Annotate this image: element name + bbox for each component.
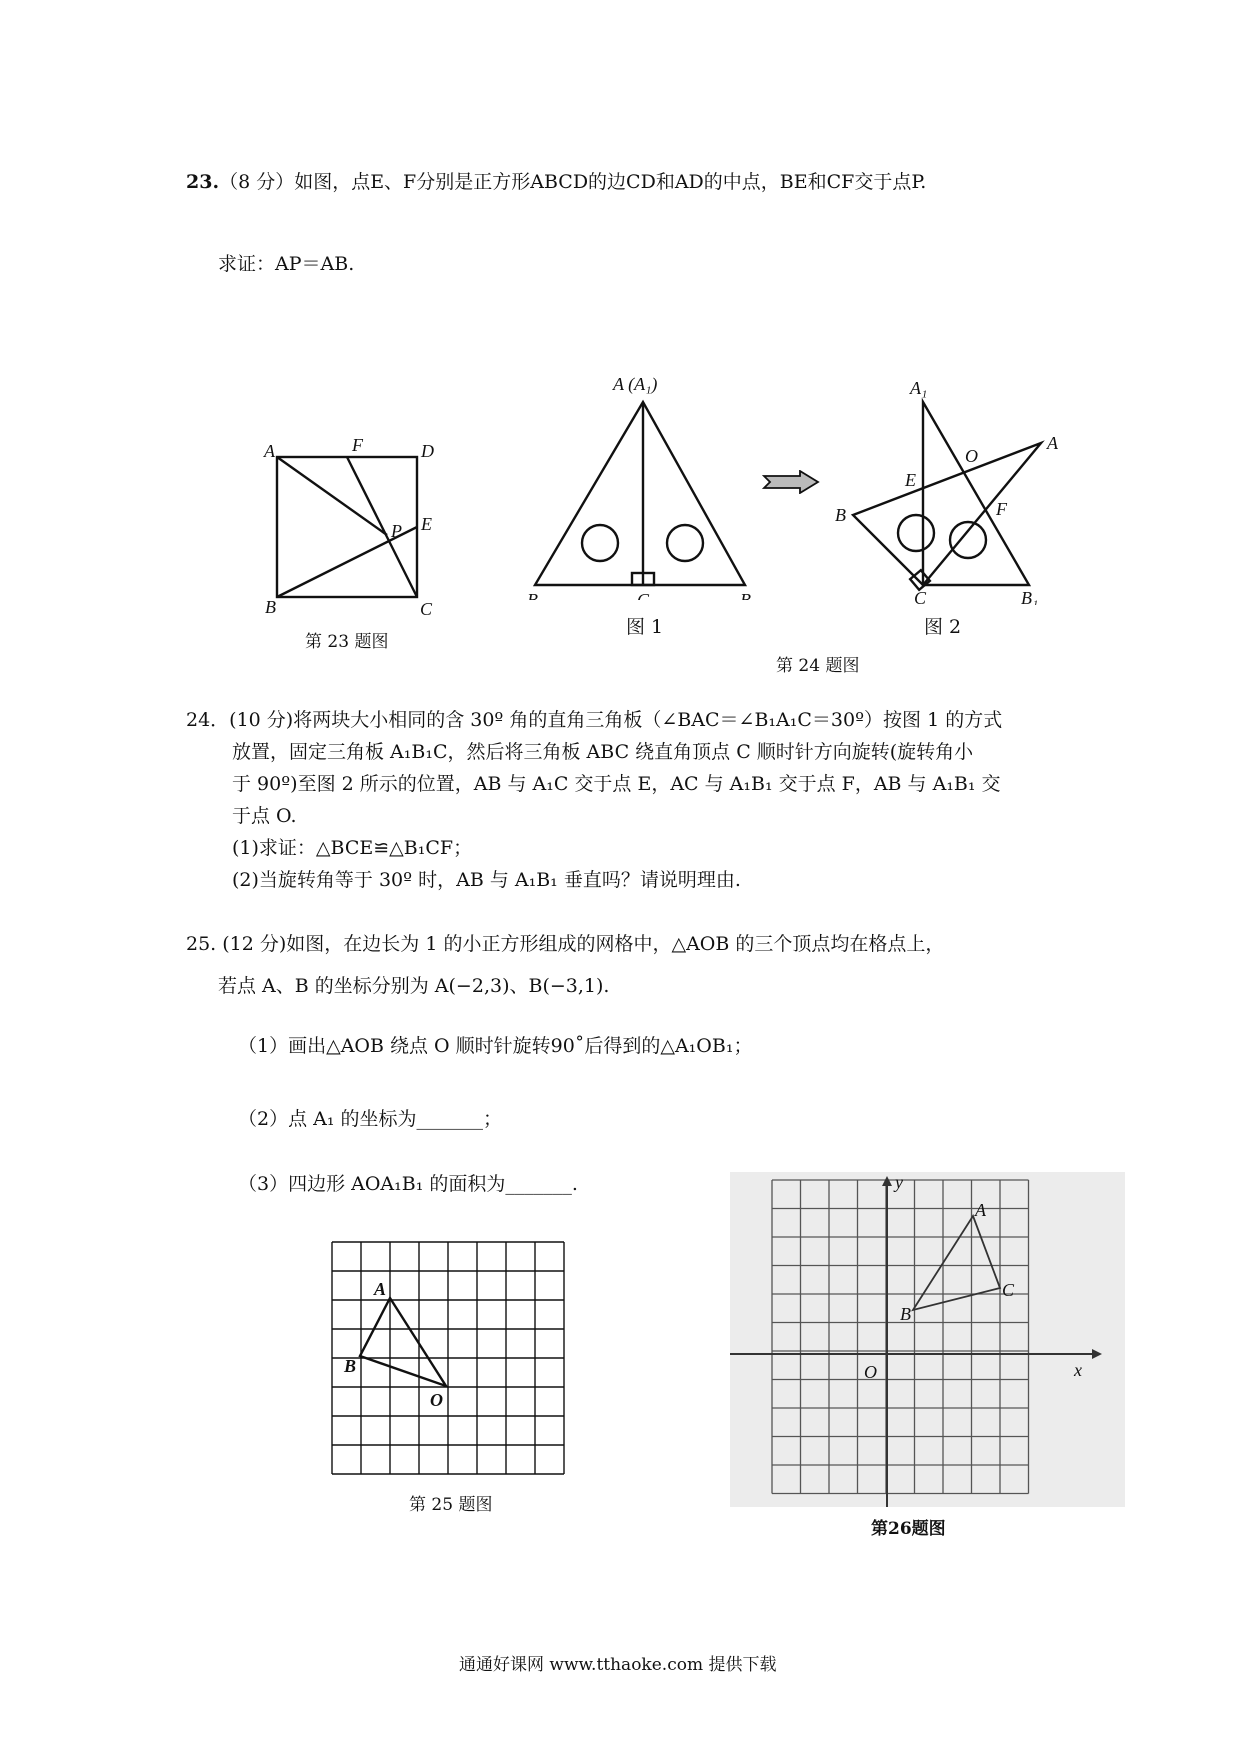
q24-line2: 放置，固定三角板 A₁B₁C，然后将三角板 ABC 绕直角顶点 C 顺时针方向旋转(旋转角小 — [232, 741, 974, 763]
q26-figure — [730, 1172, 1125, 1507]
q23-label-a: A — [264, 441, 275, 461]
q24-figure-2 — [815, 375, 1075, 605]
q26-label-y: y — [895, 1172, 903, 1192]
q26-label-a: A — [975, 1200, 986, 1220]
fig2-label-a1: A₁ — [910, 378, 928, 398]
fig2-label-e: E — [905, 470, 916, 490]
footer-text: 通通好课网 www.tthaoke.com 提供下载 — [459, 1655, 777, 1675]
fig1-label-b: B — [527, 590, 538, 600]
fig2-label-o: O — [965, 446, 978, 466]
fig1-label-c: C — [637, 590, 650, 600]
q24-line4: 于点 O. — [232, 805, 297, 827]
q26-label-b: B — [900, 1304, 911, 1324]
q25-label-a: A — [374, 1279, 387, 1299]
q24-caption: 第 24 题图 — [776, 656, 860, 676]
triangle-abc-rotated — [853, 443, 1041, 585]
fig1-label-a: A (A₁) — [613, 374, 658, 394]
fig2-label-a: A — [1047, 433, 1058, 453]
q23-prove: 求证：AP＝AB. — [218, 253, 355, 275]
triangle-a1b1c — [923, 402, 1029, 585]
q23-label-c: C — [420, 599, 433, 619]
q26-caption: 第26题图 — [871, 1519, 946, 1539]
q23-stem: （8 分）如图，点E、F分别是正方形ABCD的边CD和AD的中点，BE和CF交于点P. — [219, 171, 927, 193]
hole-left — [582, 525, 618, 561]
q23-label-p: P — [391, 521, 402, 541]
q24-line3: 于 90º)至图 2 所示的位置，AB 与 A₁C 交于点 E，AC 与 A₁B₁ 交于点 F，AB 与 A₁B₁ 交 — [232, 773, 1001, 795]
q24-fig2-caption: 图 2 — [924, 616, 962, 638]
triangle-aob — [360, 1298, 446, 1386]
q24-fig1-caption: 图 1 — [626, 616, 664, 638]
q23-stem-line — [186, 166, 926, 199]
segment-cf — [347, 457, 417, 597]
q24-part2: (2)当旋转角等于 30º 时，AB 与 A₁B₁ 垂直吗？请说明理由. — [232, 869, 741, 891]
hole-right — [950, 522, 986, 558]
segment-ap — [277, 457, 387, 535]
q23-number: 23. — [186, 171, 220, 193]
hole-right — [667, 525, 703, 561]
q23-caption: 第 23 题图 — [305, 632, 389, 652]
fig2-label-b: B — [835, 505, 846, 525]
q24-figure-1 — [525, 370, 775, 600]
q26-label-x: x — [1074, 1360, 1082, 1380]
q26-label-o: O — [864, 1362, 877, 1382]
q23-label-b: B — [265, 597, 276, 617]
q23-figure — [260, 435, 450, 620]
q23-label-e: E — [421, 514, 432, 534]
q25-line1: 25. (12 分)如图，在边长为 1 的小正方形组成的网格中，△AOB 的三个顶点均在格点上， — [186, 933, 945, 955]
fig1-label-b1: B₁ — [740, 590, 758, 600]
q25-part3: （3）四边形 AOA₁B₁ 的面积为_______. — [238, 1173, 578, 1195]
fig2-label-b1: B₁ — [1021, 588, 1039, 605]
q25-label-b: B — [344, 1356, 357, 1376]
fig2-label-f: F — [996, 499, 1007, 519]
q25-part2: （2）点 A₁ 的坐标为_______； — [238, 1108, 503, 1130]
q24-line1: 24．(10 分)将两块大小相同的含 30º 角的直角三角板（∠BAC＝∠B₁A₁C＝30º）按图 1 的方式 — [186, 709, 1003, 731]
q25-label-o: O — [430, 1390, 443, 1410]
q25-figure — [330, 1240, 570, 1480]
arrow-icon — [762, 470, 822, 494]
q24-part1: (1)求证：△BCE≌△B₁CF； — [232, 837, 473, 859]
q25-caption: 第 25 题图 — [409, 1495, 493, 1515]
hole-left — [898, 515, 934, 551]
q25-part1: （1）画出△AOB 绕点 O 顺时针旋转90˚后得到的△A₁OB₁； — [238, 1035, 753, 1057]
q25-line2: 若点 A、B 的坐标分别为 A(−2,3)、B(−3,1). — [218, 975, 610, 997]
q23-label-d: D — [421, 441, 434, 461]
triangle-abc — [535, 402, 745, 585]
q23-label-f: F — [352, 435, 363, 455]
q26-label-c: C — [1002, 1280, 1015, 1300]
fig2-label-c: C — [914, 588, 927, 605]
